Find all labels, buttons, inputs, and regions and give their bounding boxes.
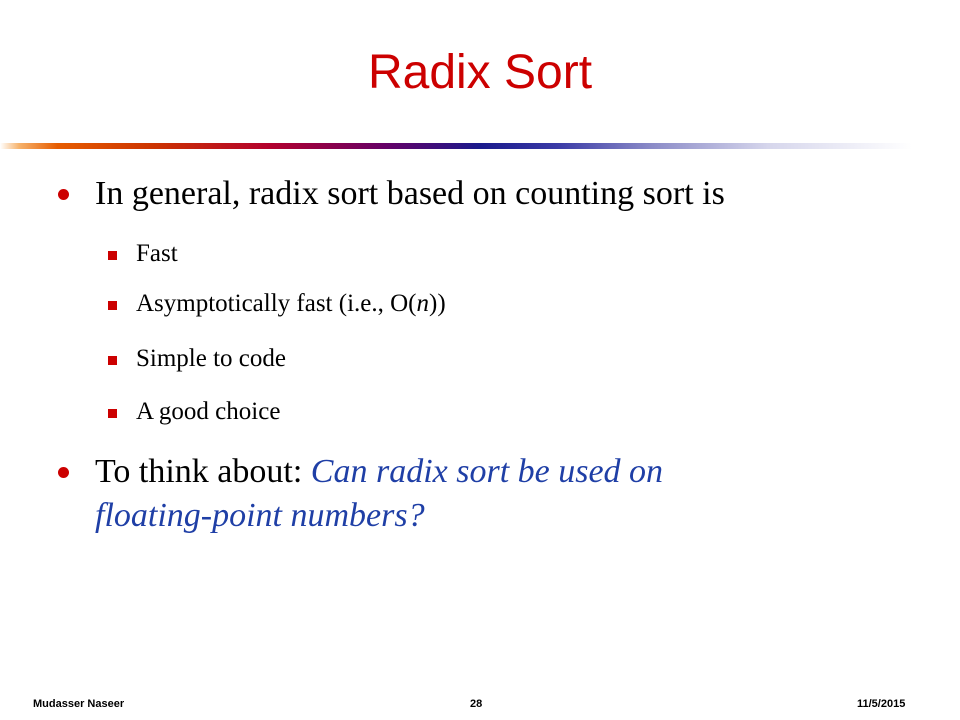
subitem-text: Asymptotically fast (i.e., O(n)) bbox=[136, 290, 446, 317]
bullet-square-icon bbox=[108, 301, 117, 310]
bullet-square-icon bbox=[108, 251, 117, 260]
bullet-square-icon bbox=[108, 409, 117, 418]
footer-date: 11/5/2015 bbox=[857, 698, 906, 710]
footer-page-number: 28 bbox=[470, 698, 483, 710]
bullet-dot-icon bbox=[58, 189, 69, 200]
question-line2: floating-point numbers? bbox=[95, 497, 425, 534]
subitem-text: Fast bbox=[136, 240, 178, 267]
footer-author: Mudasser Naseer bbox=[33, 698, 125, 710]
question-line1: Can radix sort be used on bbox=[310, 453, 664, 490]
bullet-text: In general, radix sort based on counting sort is bbox=[95, 175, 725, 212]
bullet-dot-icon bbox=[58, 467, 69, 478]
subitem-text: Simple to code bbox=[136, 345, 286, 372]
think-label: To think about: bbox=[95, 453, 311, 490]
subitem-text: A good choice bbox=[136, 398, 281, 425]
bullet-square-icon bbox=[108, 356, 117, 365]
slide-title: Radix Sort bbox=[367, 46, 593, 99]
bullet-text bbox=[95, 450, 915, 538]
